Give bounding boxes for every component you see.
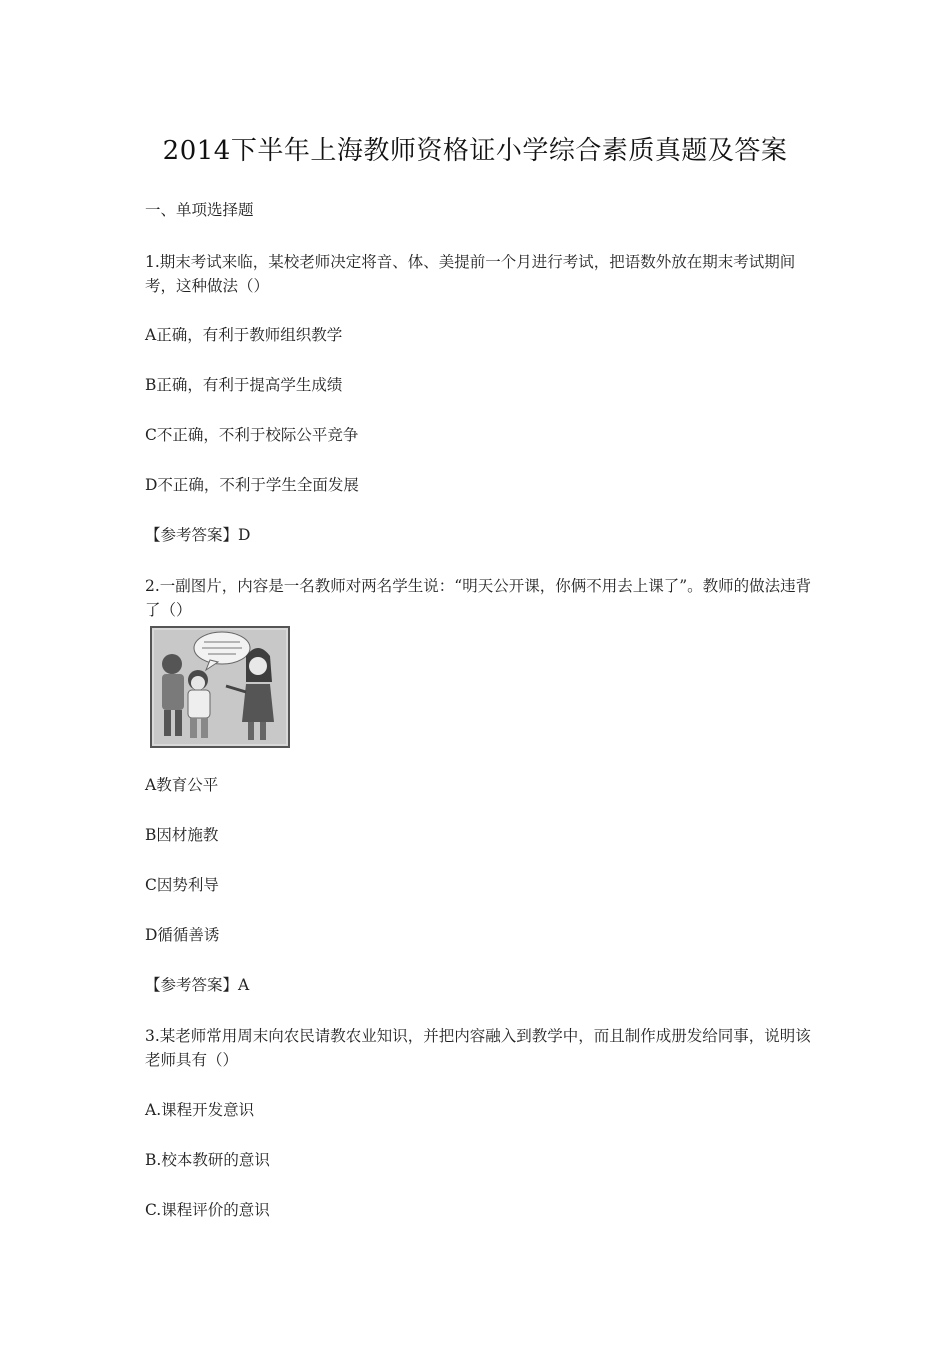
section-heading: 一、单项选择题 [145, 201, 254, 219]
question-1-option-b: B正确，有利于提高学生成绩 [145, 376, 343, 394]
question-1-option-c: C不正确，不利于校际公平竞争 [145, 426, 359, 444]
question-2-option-c: C因势利导 [145, 876, 219, 894]
teacher-students-cartoon-icon [150, 626, 290, 748]
question-1-stem: 1.期末考试来临，某校老师决定将音、体、美提前一个月进行考试，把语数外放在期末考试期间考，这种做法（） [145, 253, 796, 295]
question-2-stem: 2.一副图片，内容是一名教师对两名学生说：“明天公开课，你俩不用去上课了”。教师的做法违背了（） [145, 577, 812, 619]
cartoon-illustration [150, 626, 290, 748]
question-1-answer: 【参考答案】D [145, 526, 251, 544]
question-2-option-b: B因材施教 [145, 826, 219, 844]
question-3-option-a: A.课程开发意识 [145, 1101, 255, 1119]
question-3-option-c: C.课程评价的意识 [145, 1201, 270, 1219]
question-1-option-d: D不正确，不利于学生全面发展 [145, 476, 359, 494]
document-title: 2014下半年上海教师资格证小学综合素质真题及答案 [162, 136, 788, 166]
question-3-stem: 3.某老师常用周末向农民请教农业知识，并把内容融入到教学中，而且制作成册发给同事，说明该老师具有（） [145, 1027, 811, 1069]
question-2-answer: 【参考答案】A [145, 976, 250, 994]
question-2-option-a: A教育公平 [145, 776, 219, 794]
question-3-option-b: B.校本教研的意识 [145, 1151, 270, 1169]
question-2-option-d: D循循善诱 [145, 926, 220, 944]
question-1-option-a: A正确，有利于教师组织教学 [145, 326, 343, 344]
